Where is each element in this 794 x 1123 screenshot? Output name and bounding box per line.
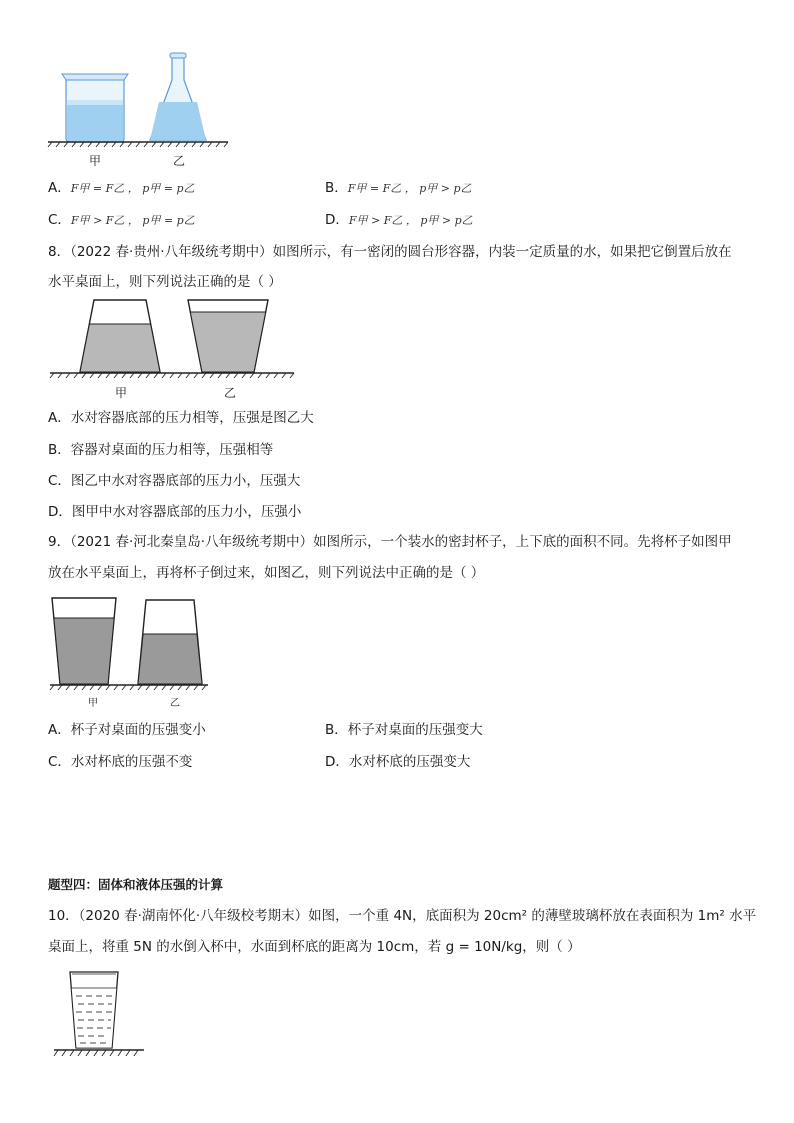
q9-option-b: B．杯子对桌面的压强变大 xyxy=(325,722,483,738)
q7-option-a: A．F甲 = F乙 ， p甲 = p乙 xyxy=(48,180,195,196)
q9-stem-line2: 放在水平桌面上，再将杯子倒过来，如图乙，则下列说法中正确的是（ ） xyxy=(48,565,485,581)
q8-figure xyxy=(46,296,296,382)
q9-option-d: D．水对杯底的压强变大 xyxy=(325,754,471,770)
q8-option-b: B．容器对桌面的压力相等，压强相等 xyxy=(48,442,274,458)
q8-stem-line1: 8．（2022 春·贵州·八年级统考期中）如图所示，有一密闭的圆台形容器，内装一定质量的水，如果把它倒置后放在 xyxy=(48,244,732,260)
q9-label-jia: 甲 xyxy=(88,698,98,709)
q7-option-b: B．F甲 = F乙 ， p甲 > p乙 xyxy=(325,180,472,196)
q8-option-c: C．图乙中水对容器底部的压力小，压强大 xyxy=(48,473,301,489)
section-title: 题型四：固体和液体压强的计算 xyxy=(48,877,224,892)
q9-option-c: C．水对杯底的压强不变 xyxy=(48,754,193,770)
q7-option-c: C．F甲 > F乙 ， p甲 = p乙 xyxy=(48,212,195,228)
q7-label-yi: 乙 xyxy=(173,154,186,168)
q9-stem-line1: 9．（2021 春·河北秦皇岛·八年级统考期中）如图所示，一个装水的密封杯子，上下底的面积不同。先将杯子如图甲 xyxy=(48,534,732,550)
q7-figure xyxy=(46,50,231,150)
q7-label-jia: 甲 xyxy=(89,154,102,168)
q9-label-yi: 乙 xyxy=(170,698,180,709)
q10-figure xyxy=(50,968,150,1060)
q7-option-d: D．F甲 > F乙 ， p甲 > p乙 xyxy=(325,212,473,228)
q8-option-d: D．图甲中水对容器底部的压力小，压强小 xyxy=(48,504,302,520)
q9-figure xyxy=(46,594,211,694)
q8-stem-line2: 水平桌面上，则下列说法正确的是（ ） xyxy=(48,274,282,290)
q8-option-a: A．水对容器底部的压力相等，压强是图乙大 xyxy=(48,410,314,426)
q10-stem-line2: 桌面上，将重 5N 的水倒入杯中，水面到杯底的距离为 10cm，若 g = 10N/kg，则（ ） xyxy=(48,939,581,955)
q10-stem-line1: 10．（2020 春·湖南怀化·八年级校考期末）如图，一个重 4N，底面积为 20cm² 的薄壁玻璃杯放在表面积为 1m² 水平 xyxy=(48,908,757,924)
q8-label-yi: 乙 xyxy=(224,386,237,400)
q9-option-a: A．杯子对桌面的压强变小 xyxy=(48,722,206,738)
q8-label-jia: 甲 xyxy=(115,386,128,400)
